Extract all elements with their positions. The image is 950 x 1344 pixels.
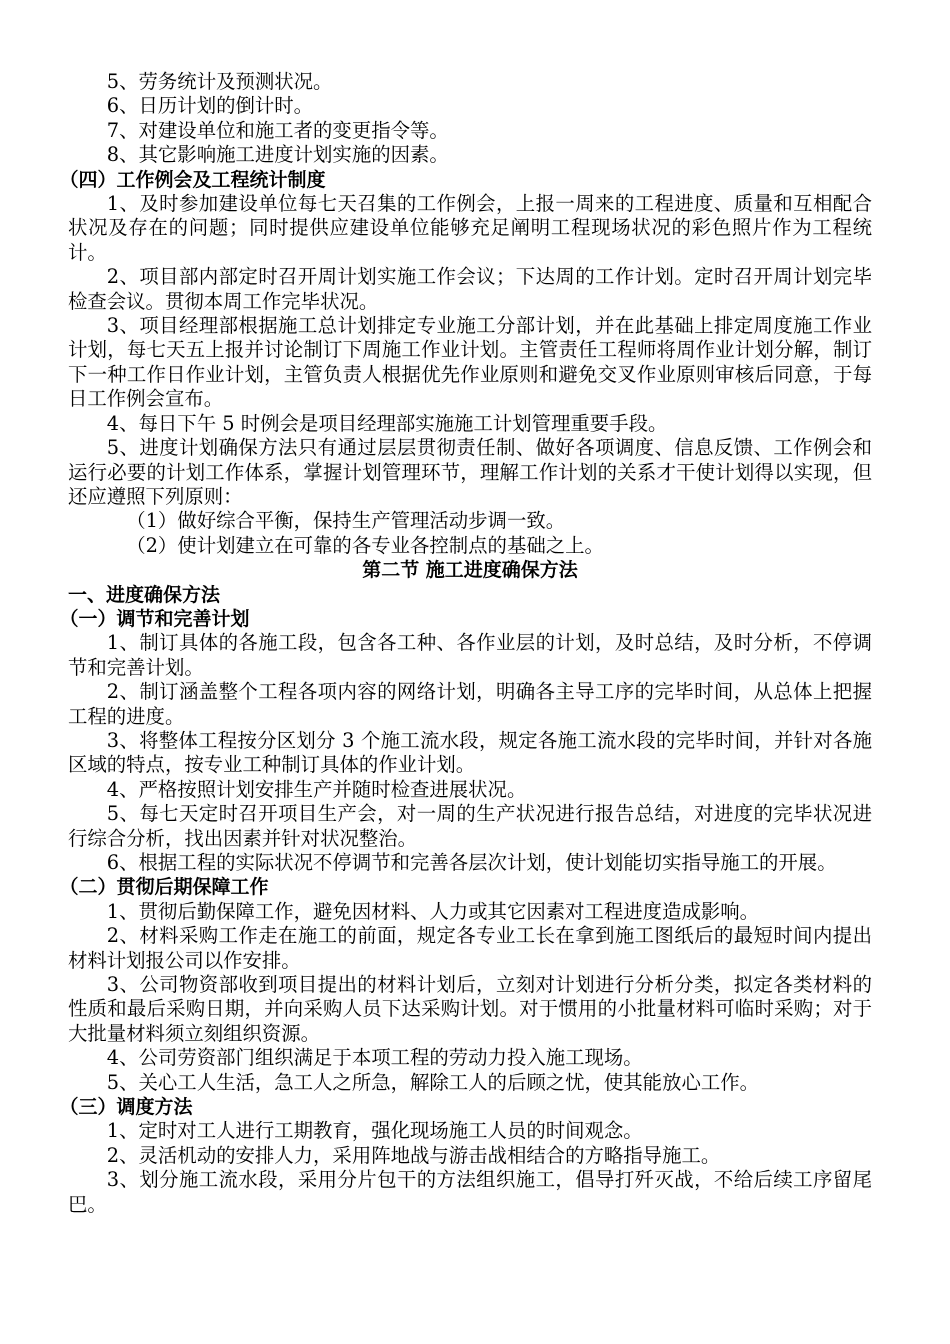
section-heading: （一）调节和完善计划 bbox=[59, 607, 250, 630]
list-item: 5、劳务统计及预测状况。 bbox=[106, 70, 333, 93]
sub-list-item: （2）使计划建立在可靠的各专业各控制点的基础之上。 bbox=[126, 533, 604, 557]
document-page bbox=[59, 70, 872, 1217]
paragraph: 2、项目部内部定时召开周计划实施工作会议；下达周的工作计划。定时召开周计划完毕检查会议。贯彻本周工作完毕状况。 bbox=[68, 265, 872, 313]
paragraph: 3、划分施工流水段，采用分片包干的方法组织施工，倡导打歼灭战，不给后续工序留尾巴。 bbox=[68, 1168, 872, 1216]
paragraph: 5、每七天定时召开项目生产会，对一周的生产状况进行报告总结，对进度的完毕状况进行综合分析，找出因素并针对状况整治。 bbox=[68, 802, 872, 850]
paragraph: 6、根据工程的实际状况不停调节和完善各层次计划，使计划能切实指导施工的开展。 bbox=[106, 851, 837, 874]
paragraph: 5、关心工人生活，急工人之所急，解除工人的后顾之忧，使其能放心工作。 bbox=[106, 1070, 760, 1094]
paragraph: 1、制订具体的各施工段，包含各工种、各作业层的计划，及时总结，及时分析，不停调节和完善计划。 bbox=[68, 631, 872, 679]
paragraph: 3、公司物资部收到项目提出的材料计划后，立刻对计划进行分析分类，拟定各类材料的性质和最后采购日期，并向采购人员下达采购计划。对于惯用的小批量材料可临时采购；对于大批量材料须立刻组织资源。 bbox=[68, 973, 872, 1045]
section-heading: （四）工作例会及工程统计制度 bbox=[59, 168, 326, 191]
paragraph: 3、项目经理部根据施工总计划排定专业施工分部计划，并在此基础上排定周度施工作业计划，每七天五上报并讨论制订下周施工作业计划。主管责任工程师将周作业计划分解，制订下一种工作日作业计划，主管负责人根据优先作业原则和避免交叉作业原则审核后同意，于每日工作例会宣布。 bbox=[68, 314, 872, 411]
section-heading: （二）贯彻后期保障工作 bbox=[59, 876, 269, 899]
list-item: 8、其它影响施工进度计划实施的因素。 bbox=[106, 143, 449, 167]
list-item: 6、日历计划的倒计时。 bbox=[106, 94, 314, 118]
paragraph: 4、每日下午 5 时例会是项目经理部实施施工计划管理重要手段。 bbox=[106, 411, 668, 435]
part-heading: 一、进度确保方法 bbox=[68, 583, 221, 606]
paragraph: 2、灵活机动的安排人力，采用阵地战与游击战相结合的方略指导施工。 bbox=[106, 1143, 721, 1167]
section-heading: （三）调度方法 bbox=[59, 1096, 193, 1119]
paragraph: 1、贯彻后勤保障工作，避免因材料、人力或其它因素对工程进度造成影响。 bbox=[106, 899, 760, 923]
paragraph: 2、制订涵盖整个工程各项内容的网络计划，明确各主导工序的完毕时间，从总体上把握工程的进度。 bbox=[68, 680, 872, 728]
paragraph: 3、将整体工程按分区划分 3 个施工流水段，规定各施工流水段的完毕时间，并针对各施区域的特点，按专业工种制订具体的作业计划。 bbox=[68, 728, 872, 777]
sub-list-item: （1）做好综合平衡，保持生产管理活动步调一致。 bbox=[126, 509, 566, 533]
list-item: 7、对建设单位和施工者的变更指令等。 bbox=[106, 118, 449, 142]
paragraph: 4、公司劳资部门组织满足于本项工程的劳动力投入施工现场。 bbox=[106, 1046, 643, 1070]
paragraph: 4、严格按照计划安排生产并随时检查进展状况。 bbox=[106, 777, 527, 801]
paragraph: 2、材料采购工作走在施工的前面，规定各专业工长在拿到施工图纸后的最短时间内提出材料计划报公司以作安排。 bbox=[68, 924, 872, 972]
paragraph: 1、及时参加建设单位每七天召集的工作例会，上报一周来的工程进度、质量和互相配合状况及存在的问题；同时提供应建设单位能够充足阐明工程现场状况的彩色照片作为工程统计。 bbox=[68, 192, 872, 264]
paragraph: 1、定时对工人进行工期教育，强化现场施工人员的时间观念。 bbox=[106, 1119, 643, 1143]
chapter-title: 第二节 施工进度确保方法 bbox=[362, 559, 578, 582]
paragraph: 5、进度计划确保方法只有通过层层贯彻责任制、做好各项调度、信息反馈、工作例会和运行必要的计划工作体系，掌握计划管理环节，理解工作计划的关系才干使计划得以实现，但还应遵照下列原则： bbox=[68, 436, 872, 508]
